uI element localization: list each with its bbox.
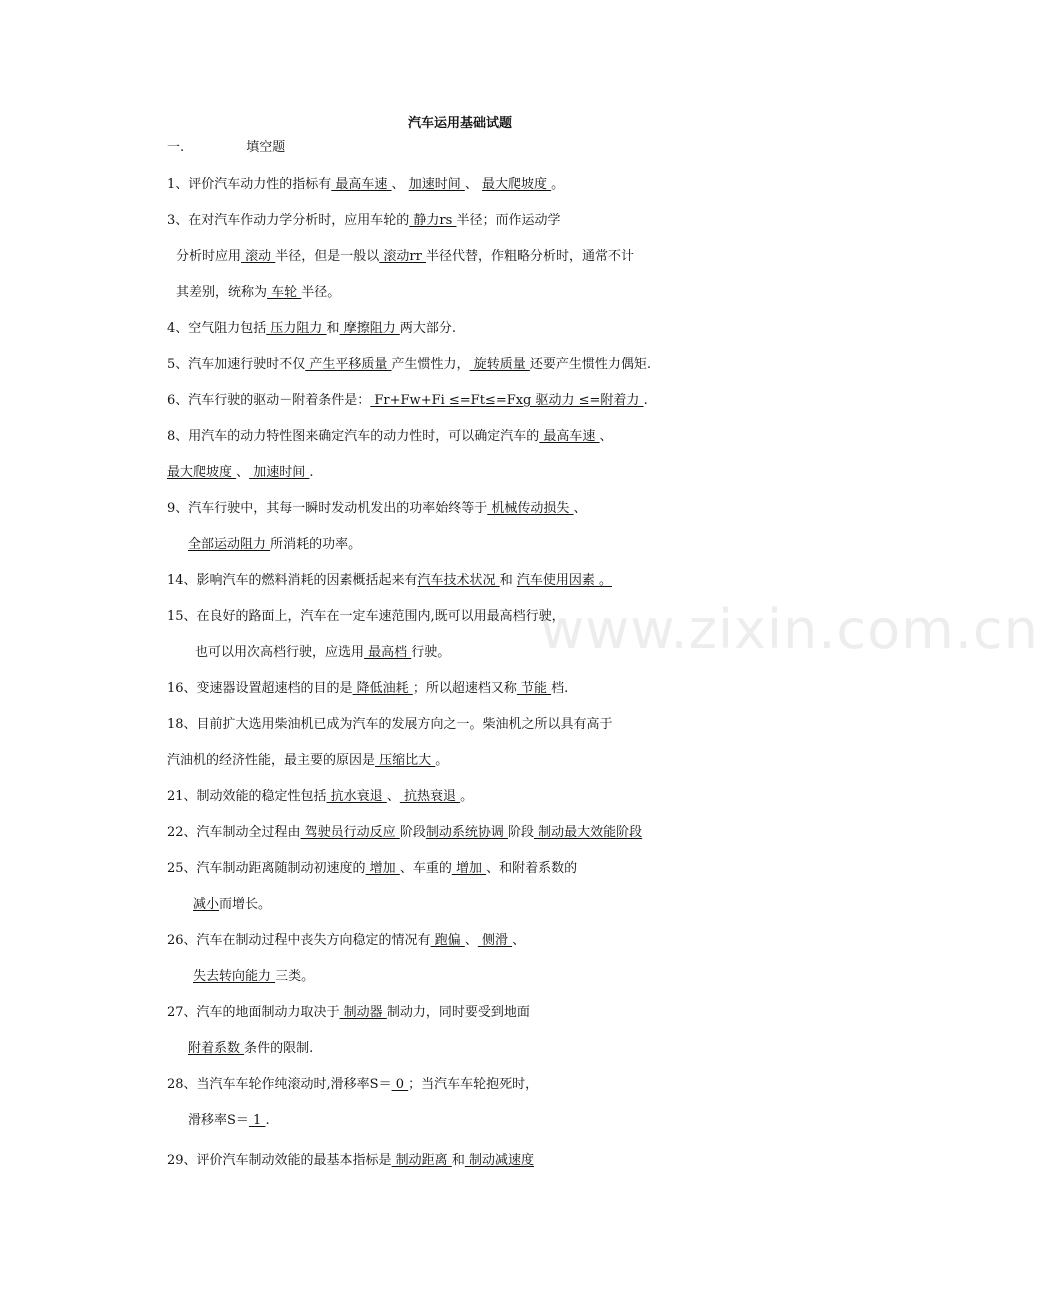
question-text: ；所以超速档又称	[412, 681, 517, 696]
question-15-line-1	[167, 608, 565, 626]
question-text: 阶段	[399, 825, 426, 840]
question-text: 、	[573, 501, 587, 516]
answer-blank: Fr+Fw+Fi ≤=Ft≤=Fxg 驱动力 ≤=附着力	[370, 393, 644, 408]
question-text: 制动力，同时要受到地面	[386, 1005, 530, 1020]
question-26-line-2	[193, 968, 314, 986]
answer-blank: 最大爬坡度	[167, 465, 237, 480]
question-25-line-2	[193, 896, 271, 914]
answer-blank: 制动最大效能阶段	[533, 825, 643, 840]
question-text: 5、汽车加速行驶时不仅	[167, 357, 306, 372]
question-text: 、车重的	[399, 861, 452, 876]
question-text: 三类。	[275, 969, 315, 984]
answer-blank: 抗热衰退	[399, 789, 461, 804]
question-8-line-1	[167, 428, 613, 446]
question-text: 也可以用次高档行驶，应选用	[195, 645, 365, 660]
answer-blank: 增加	[451, 861, 487, 876]
answer-blank: 产生平移质量	[305, 357, 392, 372]
answer-blank: 压力阻力	[266, 321, 327, 336]
question-text: 。	[460, 789, 474, 804]
question-text: 15、在良好的路面上，汽车在一定车速范围内,既可以用最高档行驶，	[167, 609, 565, 624]
answer-blank: 减小	[193, 897, 220, 912]
question-18-line-1	[167, 716, 613, 734]
question-text: 分析时应用	[176, 249, 242, 264]
question-text: 。	[435, 753, 449, 768]
question-5	[167, 356, 651, 374]
question-27-line-1	[167, 1004, 530, 1022]
answer-blank: 侧滑	[477, 933, 513, 948]
question-text: 产生惯性力，	[391, 357, 470, 372]
question-29	[167, 1152, 534, 1170]
answer-blank: 附着系数	[188, 1041, 245, 1056]
question-16	[167, 680, 568, 698]
question-text: .	[309, 465, 314, 480]
question-text: 行驶。	[411, 645, 451, 660]
watermark: www.zixin.com.cn	[540, 598, 1039, 661]
question-22	[167, 824, 642, 842]
question-text: 、	[236, 465, 250, 480]
answer-blank: 旋转质量	[469, 357, 530, 372]
question-text: 汽油机的经济性能，最主要的原因是	[167, 753, 376, 768]
question-text: 两大部分.	[399, 321, 456, 336]
question-text: 22、汽车制动全过程由	[167, 825, 301, 840]
question-9-line-2	[188, 536, 361, 554]
question-text: 半径代替，作粗略分析时，通常不计	[426, 249, 635, 264]
question-9-line-1	[167, 500, 587, 518]
question-text: 阶段	[507, 825, 534, 840]
section-heading	[167, 139, 285, 157]
question-text: 1、评价汽车动力性的指标有	[167, 177, 332, 192]
answer-blank: 最高车速	[539, 429, 600, 444]
question-1	[167, 176, 564, 194]
answer-blank: 最高车速	[331, 177, 392, 192]
question-text: 还要产生惯性力偶矩.	[529, 357, 651, 372]
question-text: 半径；而作运动学	[456, 213, 561, 228]
answer-blank: 全部运动阻力	[188, 537, 271, 552]
page-title: 汽车运用基础试题	[407, 116, 512, 131]
question-text: 8、用汽车的动力特性图来确定汽车的动力性时，可以确定汽车的	[167, 429, 540, 444]
question-3-line-2	[176, 248, 634, 266]
answer-blank: 摩擦阻力	[339, 321, 400, 336]
question-text: 18、目前扩大选用柴油机已成为汽车的发展方向之一。柴油机之所以具有高于	[167, 717, 613, 732]
question-text: 4、空气阻力包括	[167, 321, 267, 336]
question-text: 、	[464, 177, 482, 192]
question-text: 滑移率S＝	[188, 1113, 249, 1128]
answer-blank: 失去转向能力	[193, 969, 276, 984]
answer-blank: 汽车使用因素 。	[516, 573, 612, 588]
answer-blank: 滚动	[241, 249, 276, 264]
question-text: 28、当汽车车轮作纯滚动时,滑移率S＝	[167, 1077, 392, 1092]
question-text: 9、汽车行驶中，其每一瞬时发动机发出的功率始终等于	[167, 501, 488, 516]
answer-blank: 车轮	[267, 285, 302, 300]
question-text: .	[643, 393, 648, 408]
question-text: 其差别，统称为	[176, 285, 268, 300]
question-text: 、	[512, 933, 526, 948]
question-18-line-2	[167, 752, 448, 770]
question-text: 、	[599, 429, 613, 444]
answer-blank: 最大爬坡度	[481, 177, 552, 192]
question-4	[167, 320, 456, 338]
question-14	[167, 572, 612, 590]
answer-blank: 制动器	[339, 1005, 387, 1020]
answer-blank: 驾驶员行动反应	[300, 825, 400, 840]
answer-blank: 制动系统协调	[425, 825, 508, 840]
answer-blank: 静力rs	[409, 213, 457, 228]
question-text: .	[265, 1113, 270, 1128]
question-text: 所消耗的功率。	[270, 537, 362, 552]
question-text: 3、在对汽车作动力学分析时，应用车轮的	[167, 213, 410, 228]
question-text: 27、汽车的地面制动力取决于	[167, 1005, 340, 1020]
question-28-line-1	[167, 1076, 538, 1094]
question-6	[167, 392, 648, 410]
answer-blank: 滚动rr	[379, 249, 426, 264]
answer-blank: 1	[248, 1113, 266, 1128]
answer-blank: 加速时间	[249, 465, 310, 480]
question-text: 和	[451, 1153, 465, 1168]
question-3-line-3	[176, 284, 340, 302]
answer-blank: 跑偏	[430, 933, 465, 948]
question-text: 6、汽车行驶的驱动－附着条件是：	[167, 393, 371, 408]
question-text: 和	[499, 573, 517, 588]
question-text: 、	[391, 177, 409, 192]
answer-blank: 最高档	[364, 645, 412, 660]
question-text: 14、影响汽车的燃料消耗的因素概括起来有	[167, 573, 418, 588]
question-text: 条件的限制.	[244, 1041, 314, 1056]
question-text: 21、制动效能的稳定性包括	[167, 789, 327, 804]
question-text: 。	[551, 177, 565, 192]
answer-blank: 汽车技术状况	[417, 573, 500, 588]
question-text: 16、变速器设置超速档的目的是	[167, 681, 353, 696]
question-text: 26、汽车在制动过程中丧失方向稳定的情况有	[167, 933, 431, 948]
answer-blank: 制动距离	[391, 1153, 452, 1168]
question-text: 半径。	[301, 285, 341, 300]
question-26-line-1	[167, 932, 525, 950]
question-15-line-2	[195, 644, 450, 662]
answer-blank: 压缩比大	[375, 753, 436, 768]
question-text: 和	[326, 321, 340, 336]
answer-blank: 降低油耗	[352, 681, 413, 696]
question-text: 档.	[551, 681, 569, 696]
question-text: 半径，但是一般以	[275, 249, 380, 264]
answer-blank: 机械传动损失	[487, 501, 574, 516]
answer-blank: 节能	[516, 681, 552, 696]
question-text: 、和附着系数的	[486, 861, 578, 876]
question-text: 29、评价汽车制动效能的最基本指标是	[167, 1153, 392, 1168]
question-8-line-2	[167, 464, 314, 482]
question-3-line-1	[167, 212, 560, 230]
question-28-line-2	[188, 1112, 270, 1130]
question-25-line-1	[167, 860, 577, 878]
question-text: 、	[386, 789, 400, 804]
section-name: 填空题	[246, 140, 286, 155]
question-21	[167, 788, 473, 806]
answer-blank: 加速时间	[408, 177, 465, 192]
question-text: ；当汽车车轮抱死时，	[408, 1077, 539, 1092]
question-text: 而增长。	[219, 897, 272, 912]
answer-blank: 0	[391, 1077, 409, 1092]
question-27-line-2	[188, 1040, 313, 1058]
answer-blank: 制动减速度	[464, 1153, 534, 1168]
section-number: 一.	[167, 140, 185, 155]
answer-blank: 增加	[365, 861, 400, 876]
answer-blank: 抗水衰退	[326, 789, 387, 804]
question-text: 、	[464, 933, 478, 948]
question-text: 25、汽车制动距离随制动初速度的	[167, 861, 366, 876]
